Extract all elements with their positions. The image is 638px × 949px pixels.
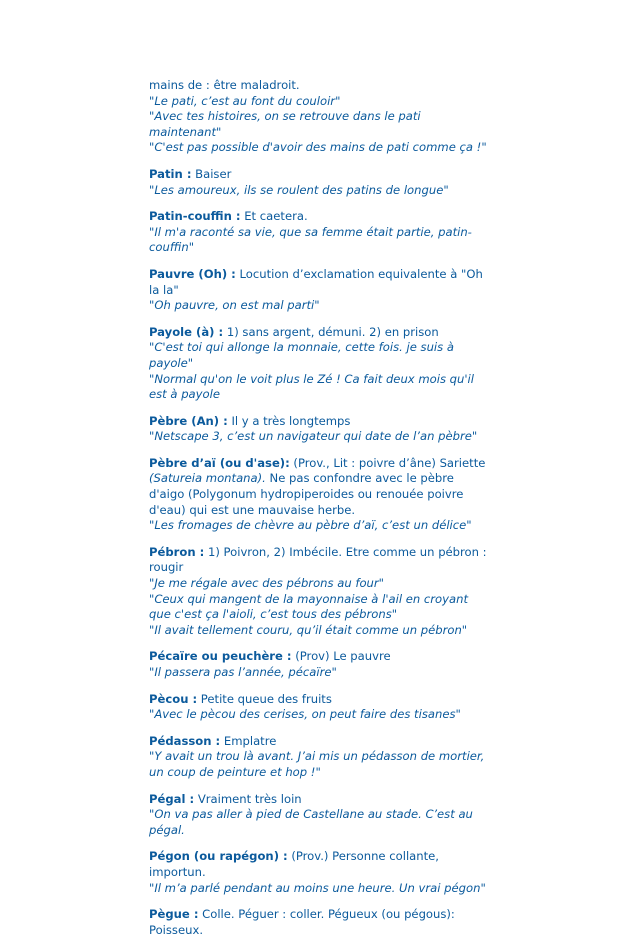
entry-definition: Vraiment très loin bbox=[194, 791, 302, 806]
entry-patin bbox=[149, 167, 489, 198]
example-line: "Les fromages de chèvre au pèbre d’aï, c’est un délice" bbox=[149, 518, 472, 533]
example-line: "C'est toi qui allonge la monnaie, cette fois. je suis à payole" bbox=[149, 340, 454, 370]
definition-line bbox=[149, 78, 489, 94]
entry-pegal bbox=[149, 792, 489, 839]
example-line: "Il passera pas l’année, pécaïre" bbox=[149, 665, 337, 679]
example-line: "Les amoureux, ils se roulent des patins de longue" bbox=[149, 182, 449, 197]
entry-definition: Colle. Péguer : coller. Pégueux (ou pégous): Poisseux. bbox=[149, 907, 455, 937]
definition-line bbox=[149, 167, 489, 183]
definition-line bbox=[149, 692, 489, 708]
entry-pecou bbox=[149, 692, 489, 723]
entry-pebron bbox=[149, 545, 489, 639]
entry-definition-rest: Ne pas confondre avec le pèbre d'aigo (Polygonum hydropiperoides ou renouée poivre d'eau) qui est une mauvaise herbe. bbox=[149, 471, 464, 517]
entry-definition: 1) Poivron, 2) Imbécile. Etre comme un pébron : rougir bbox=[149, 544, 487, 575]
entry-definition: (Prov.) Personne collante, importun. bbox=[149, 849, 439, 879]
example-line: "Avec tes histoires, on se retrouve dans le pati maintenant" bbox=[149, 109, 421, 139]
entry-definition: Emplatre bbox=[220, 733, 277, 748]
entry-term: Patin-couffin : bbox=[149, 209, 241, 224]
entry-pegue bbox=[149, 907, 489, 938]
entry-payole bbox=[149, 325, 489, 403]
definition-line bbox=[149, 734, 489, 750]
entry-term: Pècou : bbox=[149, 691, 198, 706]
example-line: "Netscape 3, c’est un navigateur qui date de l’an pèbre" bbox=[149, 429, 478, 444]
entry-definition: (Prov) Le pauvre bbox=[291, 649, 391, 664]
example-line: "Il m'a raconté sa vie, que sa femme était partie, patin-couffin" bbox=[149, 224, 472, 255]
entry-term: Pèbre (An) : bbox=[149, 413, 228, 428]
entry-pati bbox=[149, 78, 489, 156]
entry-term: Pauvre (Oh) : bbox=[149, 266, 236, 281]
entry-definition: Et caetera. bbox=[240, 209, 308, 224]
example-line: "Normal qu'on le voit plus le Zé ! Ca fait deux mois qu'il est à payole bbox=[149, 371, 475, 402]
entry-definition: mains de : être maladroit. bbox=[149, 78, 300, 92]
dictionary-page bbox=[149, 78, 489, 949]
entry-definition-latin: (Satureia montana). bbox=[149, 471, 266, 486]
entry-pecaire bbox=[149, 649, 489, 680]
entry-term: Pèbre d’aï (ou d'ase): bbox=[149, 455, 290, 470]
definition-line bbox=[149, 209, 489, 225]
entry-term: Pédasson : bbox=[149, 733, 221, 748]
definition-line bbox=[149, 849, 489, 880]
entry-definition: Petite queue des fruits bbox=[197, 691, 332, 706]
definition-line bbox=[149, 545, 489, 576]
definition-line bbox=[149, 325, 489, 341]
example-line: "On va pas aller à pied de Castellane au stade. C’est au pégal. bbox=[149, 807, 473, 837]
entry-patin-couffin bbox=[149, 209, 489, 256]
definition-line bbox=[149, 456, 489, 518]
example-line: "Avec le pècou des cerises, on peut faire des tisanes" bbox=[149, 707, 461, 722]
example-line: "Il avait tellement couru, qu’il était comme un pébron" bbox=[149, 622, 468, 637]
entry-pebre-dai bbox=[149, 456, 489, 534]
entry-definition: Locution d’exclamation equivalente à "Oh la la" bbox=[149, 266, 483, 297]
entry-term: Payole (à) : bbox=[149, 324, 224, 339]
entry-pedasson bbox=[149, 734, 489, 781]
definition-line bbox=[149, 907, 489, 938]
example-line: "Il m’a parlé pendant au moins une heure. Un vrai pégon" bbox=[149, 880, 486, 895]
entry-term: Pègue : bbox=[149, 907, 199, 922]
entry-term: Pégon (ou rapégon) : bbox=[149, 849, 288, 864]
definition-line bbox=[149, 414, 489, 430]
example-line: "Y avait un trou là avant. J’ai mis un pédasson de mortier, un coup de peinture et hop !" bbox=[149, 749, 485, 779]
entry-term: Pégal : bbox=[149, 791, 195, 806]
example-line: "Ceux qui mangent de la mayonnaise à l'ail en croyant que c'est ça l'aioli, c’est tous des pébrons" bbox=[149, 591, 468, 622]
example-line: "Je me régale avec des pébrons au four" bbox=[149, 576, 385, 591]
entry-definition: (Prov., Lit : poivre d’âne) Sariette bbox=[289, 455, 486, 470]
entry-definition: Il y a très longtemps bbox=[227, 413, 351, 428]
entry-term: Pécaïre ou peuchère : bbox=[149, 649, 292, 664]
entry-term: Pébron : bbox=[149, 544, 205, 559]
example-line: "C'est pas possible d'avoir des mains de pati comme ça !" bbox=[149, 140, 487, 155]
definition-line bbox=[149, 267, 489, 298]
entry-definition: 1) sans argent, démuni. 2) en prison bbox=[223, 324, 439, 339]
example-line: "Le pati, c’est au font du couloir" bbox=[149, 93, 341, 108]
entry-pauvre bbox=[149, 267, 489, 314]
entry-term: Patin : bbox=[149, 166, 192, 181]
entry-definition: Baiser bbox=[191, 166, 232, 181]
entry-pebre-an bbox=[149, 414, 489, 445]
definition-line bbox=[149, 792, 489, 808]
example-line: "Oh pauvre, on est mal parti" bbox=[149, 298, 320, 313]
entry-pegon bbox=[149, 849, 489, 896]
definition-line bbox=[149, 649, 489, 665]
